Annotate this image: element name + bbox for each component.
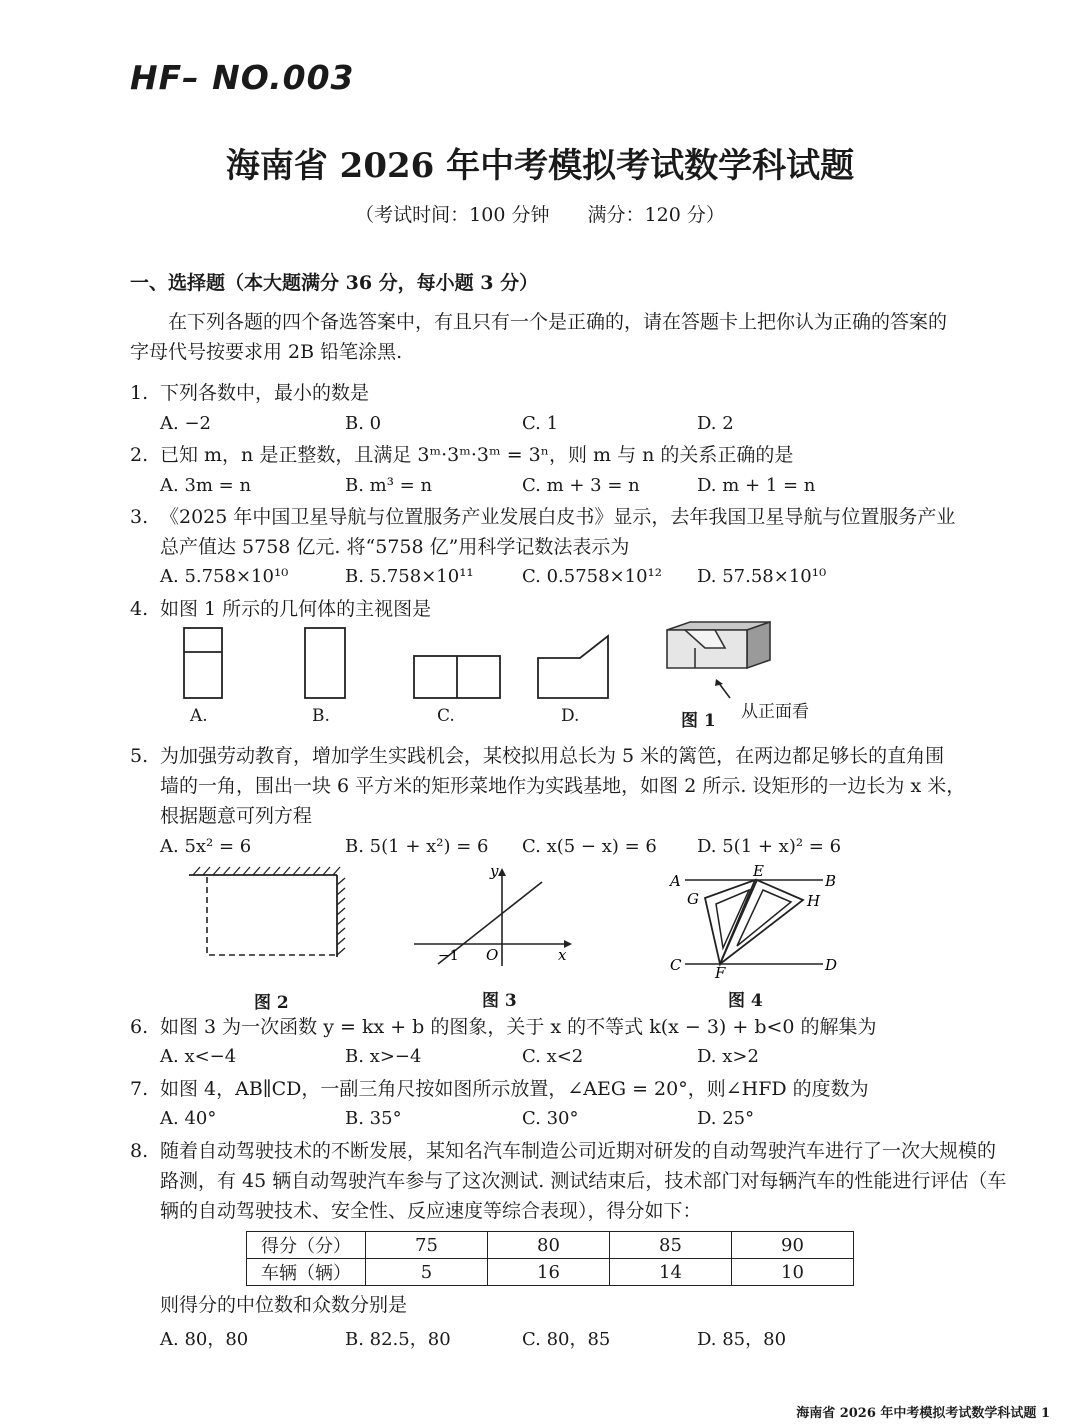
q5-stem-line-3: 根据题意可列方程 <box>160 805 313 827</box>
q2-stem: 已知 m，n 是正整数，且满足 3ᵐ·3ᵐ·3ᵐ = 3ⁿ，则 m 与 n 的关系正确的是 <box>160 444 794 466</box>
q7-option-b: B. 35° <box>345 1108 402 1129</box>
fig4-label-a: A <box>670 872 681 890</box>
q1-stem: 下列各数中，最小的数是 <box>160 382 370 404</box>
q5-stem-line-1: 为加强劳动教育，增加学生实践机会，某校拟用总长为 5 米的篱笆，在两边都足够长的直角围 <box>160 745 945 767</box>
table-cell: 5 <box>366 1259 488 1286</box>
q4-number: 4. <box>130 598 149 620</box>
fig4-set-squares <box>665 860 845 980</box>
q8-option-c: C. 80，85 <box>522 1329 611 1350</box>
table-cell: 90 <box>732 1232 854 1259</box>
q5-option-b: B. 5(1 + x²) = 6 <box>345 836 489 857</box>
option-a-view <box>184 628 222 698</box>
fig4-label-g: G <box>687 890 699 908</box>
q7-option-c: C. 30° <box>522 1108 579 1129</box>
option-b-view <box>305 628 345 698</box>
exam-title: 海南省 2026 年中考模拟考试数学科试题 <box>225 146 855 186</box>
fig2-caption: 图 2 <box>254 993 289 1013</box>
q3-stem-line-1: 《2025 年中国卫星导航与位置服务产业发展白皮书》显示，去年我国卫星导航与位置服务产业 <box>160 506 956 528</box>
table-row <box>247 1259 854 1286</box>
q2-option-b: B. m³ = n <box>345 475 433 496</box>
q2-option-a: A. 3m = n <box>160 475 252 496</box>
fig4-label-h: H <box>807 892 821 910</box>
q5-option-d: D. 5(1 + x)² = 6 <box>697 836 842 857</box>
fig3-caption: 图 3 <box>482 991 517 1011</box>
q3-option-d: D. 57.58×10¹⁰ <box>697 566 827 587</box>
table-cell: 10 <box>732 1259 854 1286</box>
q8-stem-line-1: 随着自动驾驶技术的不断发展，某知名汽车制造公司近期对研发的自动驾驶汽车进行了一次大规模的 <box>160 1140 997 1162</box>
q5-number: 5. <box>130 745 149 767</box>
q1-option-a: A. −2 <box>160 413 211 434</box>
q5-option-c: C. x(5 − x) = 6 <box>522 836 657 857</box>
exam-subtitle <box>0 200 1080 227</box>
fig3-origin-label: O <box>486 946 499 964</box>
q8-stem-line-3: 辆的自动驾驶技术、安全性、反应速度等综合表现），得分如下： <box>160 1200 702 1222</box>
q8-question: 则得分的中位数和众数分别是 <box>160 1294 408 1316</box>
option-d-view <box>538 636 608 698</box>
fig4-label-b: B <box>825 872 837 890</box>
q3-option-c: C. 0.5758×10¹² <box>522 566 662 587</box>
q3-number: 3. <box>130 506 149 528</box>
table-cell: 75 <box>366 1232 488 1259</box>
table-header-vehicles: 车辆（辆） <box>247 1259 366 1286</box>
fig4-label-d: D <box>825 956 838 974</box>
q1-number: 1. <box>130 382 149 404</box>
q8-option-a: A. 80，80 <box>160 1329 249 1350</box>
fig3-x-label: x <box>558 946 567 964</box>
exam-code: HF– NO.003 <box>130 58 355 97</box>
fig4-label-f: F <box>715 964 726 980</box>
q2-number: 2. <box>130 444 149 466</box>
q1-option-c: C. 1 <box>522 413 559 434</box>
table-cell: 85 <box>610 1232 732 1259</box>
q7-stem: 如图 4，AB∥CD，一副三角尺按如图所示放置，∠AEG = 20°，则∠HFD 的度数为 <box>160 1078 869 1100</box>
q2-option-d: D. m + 1 = n <box>697 475 816 496</box>
q3-stem-line-2: 总产值达 5758 亿元. 将“5758 亿”用科学记数法表示为 <box>160 536 630 558</box>
q3-option-b: B. 5.758×10¹¹ <box>345 566 474 587</box>
table-row <box>247 1232 854 1259</box>
q6-option-a: A. x<−4 <box>160 1046 237 1067</box>
fig3-intercept-label: −1 <box>438 948 459 964</box>
table-cell: 80 <box>488 1232 610 1259</box>
q6-option-b: B. x>−4 <box>345 1046 422 1067</box>
q6-stem: 如图 3 为一次函数 y = kx + b 的图象，关于 x 的不等式 k(x − 3) + b<0 的解集为 <box>160 1016 877 1038</box>
instruction-line-2: 字母代号按要求用 2B 铅笔涂黑. <box>130 341 403 363</box>
page-footer: 海南省 2026 年中考模拟考试数学科试题 1 <box>796 1406 1050 1421</box>
q4-label-b: B. <box>312 706 330 726</box>
q8-stem-line-2: 路测，有 45 辆自动驾驶汽车参与了这次测试. 测试结束后，技术部门对每辆汽车的性能进行评估（车 <box>160 1170 1007 1192</box>
q6-option-d: D. x>2 <box>697 1046 759 1067</box>
fig1-arrow-text: 从正面看 <box>741 702 809 722</box>
instruction-line-1: 在下列各题的四个备选答案中，有且只有一个是正确的，请在答题卡上把你认为正确的答案的 <box>168 311 948 333</box>
table-header-score: 得分（分） <box>247 1232 366 1259</box>
q4-label-c: C. <box>437 706 455 726</box>
table-cell: 16 <box>488 1259 610 1286</box>
q5-stem-line-2: 墙的一角，围出一块 6 平方米的矩形菜地作为实践基地，如图 2 所示. 设矩形的一边长为 x 米， <box>160 775 966 797</box>
q4-figures <box>170 620 830 730</box>
q1-option-b: B. 0 <box>345 413 382 434</box>
q8-option-d: D. 85，80 <box>697 1329 787 1350</box>
fig1-solid <box>667 622 770 668</box>
q1-option-d: D. 2 <box>697 413 734 434</box>
score-table <box>246 1231 854 1286</box>
q7-option-d: D. 25° <box>697 1108 755 1129</box>
exam-time: （考试时间：100 分钟 <box>355 204 550 226</box>
q4-label-a: A. <box>190 706 208 726</box>
table-cell: 14 <box>610 1259 732 1286</box>
q2-option-c: C. m + 3 = n <box>522 475 640 496</box>
fig4-label-e: E <box>753 862 764 880</box>
q5-option-a: A. 5x² = 6 <box>160 836 252 857</box>
fig1-caption: 图 1 <box>681 711 716 731</box>
option-c-view <box>414 656 500 698</box>
q7-option-a: A. 40° <box>160 1108 217 1129</box>
fig3-line-graph <box>410 862 575 972</box>
q8-option-b: B. 82.5，80 <box>345 1329 451 1350</box>
q4-label-d: D. <box>561 706 580 726</box>
q7-number: 7. <box>130 1078 149 1100</box>
q6-option-c: C. x<2 <box>522 1046 584 1067</box>
q8-number: 8. <box>130 1140 149 1162</box>
fig2-fence-diagram <box>185 865 355 970</box>
fig4-label-c: C <box>670 956 682 974</box>
q3-option-a: A. 5.758×10¹⁰ <box>160 566 289 587</box>
section-heading: 一、选择题（本大题满分 36 分，每小题 3 分） <box>130 272 539 294</box>
q4-stem: 如图 1 所示的几何体的主视图是 <box>160 598 432 620</box>
fig3-y-label: y <box>490 862 499 880</box>
q6-number: 6. <box>130 1016 149 1038</box>
fig4-caption: 图 4 <box>728 991 763 1011</box>
exam-full-score: 满分：120 分） <box>587 204 725 226</box>
